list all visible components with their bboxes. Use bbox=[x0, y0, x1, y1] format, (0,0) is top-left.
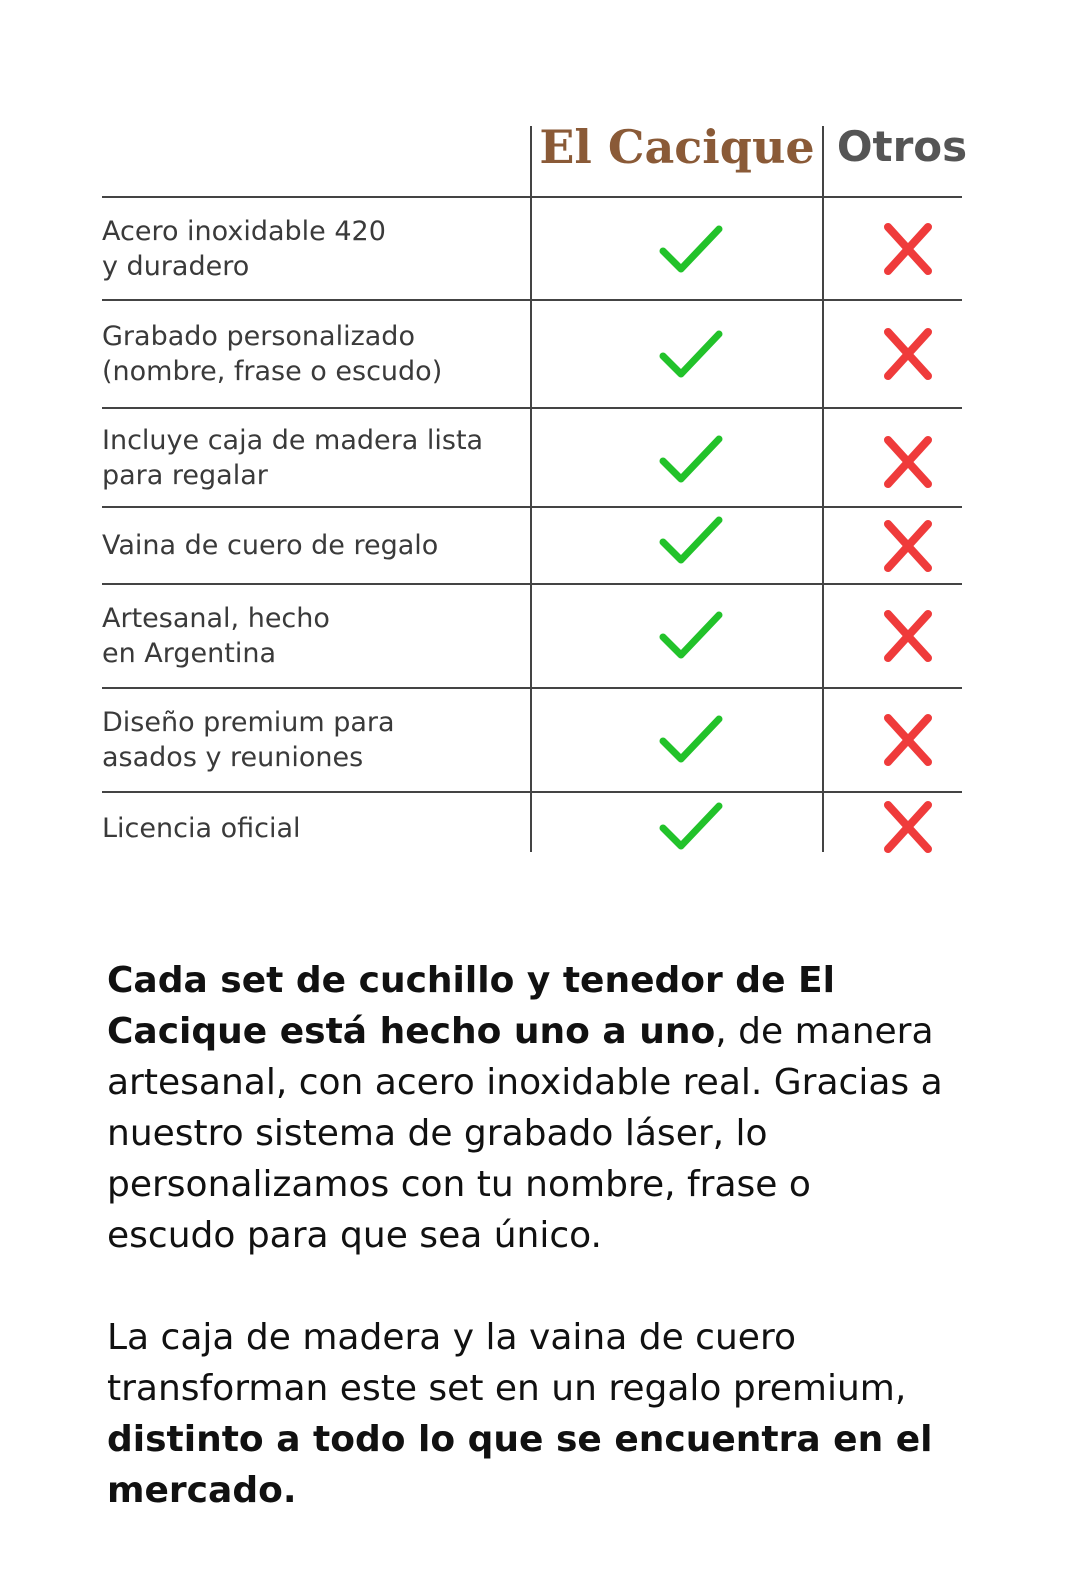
column-divider-brand bbox=[530, 126, 532, 852]
check-icon bbox=[659, 607, 723, 663]
feature-label: Acero inoxidable 420 y duradero bbox=[102, 215, 386, 282]
feature-label: Licencia oficial bbox=[102, 812, 301, 844]
cross-icon bbox=[876, 712, 940, 768]
check-icon bbox=[659, 711, 723, 767]
cross-icon bbox=[876, 608, 940, 664]
check-icon bbox=[659, 798, 723, 854]
feature-label: Incluye caja de madera lista para regalar bbox=[102, 424, 484, 491]
feature-label: Grabado personalizado (nombre, frase o escudo) bbox=[102, 321, 443, 387]
cross-icon bbox=[876, 518, 940, 574]
description-text: , de manera artesanal, con acero inoxidable real. Gracias a nuestro sistema de grabado láser, lo personalizamos con tu nombre, frase o escudo para que sea único. bbox=[107, 1011, 943, 1256]
cross-icon bbox=[876, 326, 940, 382]
check-icon bbox=[659, 512, 723, 568]
column-divider-others bbox=[822, 126, 824, 852]
check-icon bbox=[659, 221, 723, 277]
check-icon bbox=[659, 326, 723, 382]
description-paragraph-1 bbox=[107, 955, 947, 1261]
feature-label: Vaina de cuero de regalo bbox=[102, 530, 439, 561]
cross-icon bbox=[876, 434, 940, 490]
feature-label: Diseño premium para asados y reuniones bbox=[102, 707, 395, 773]
product-description bbox=[107, 955, 947, 1567]
description-highlight: distinto a todo lo que se encuentra en el mercado. bbox=[107, 1419, 933, 1511]
column-header-otros: Otros bbox=[836, 122, 968, 171]
feature-label: Artesanal, hecho en Argentina bbox=[102, 603, 330, 669]
cross-icon bbox=[876, 221, 940, 277]
description-text: La caja de madera y la vaina de cuero transforman este set en un regalo premium, bbox=[107, 1317, 907, 1409]
cross-icon bbox=[876, 799, 940, 855]
description-paragraph-2 bbox=[107, 1312, 947, 1516]
column-header-el-cacique: El Cacique bbox=[539, 120, 815, 174]
description-highlight: Cada set de cuchillo y tenedor de El Cacique está hecho uno a uno bbox=[107, 960, 835, 1052]
check-icon bbox=[659, 431, 723, 487]
